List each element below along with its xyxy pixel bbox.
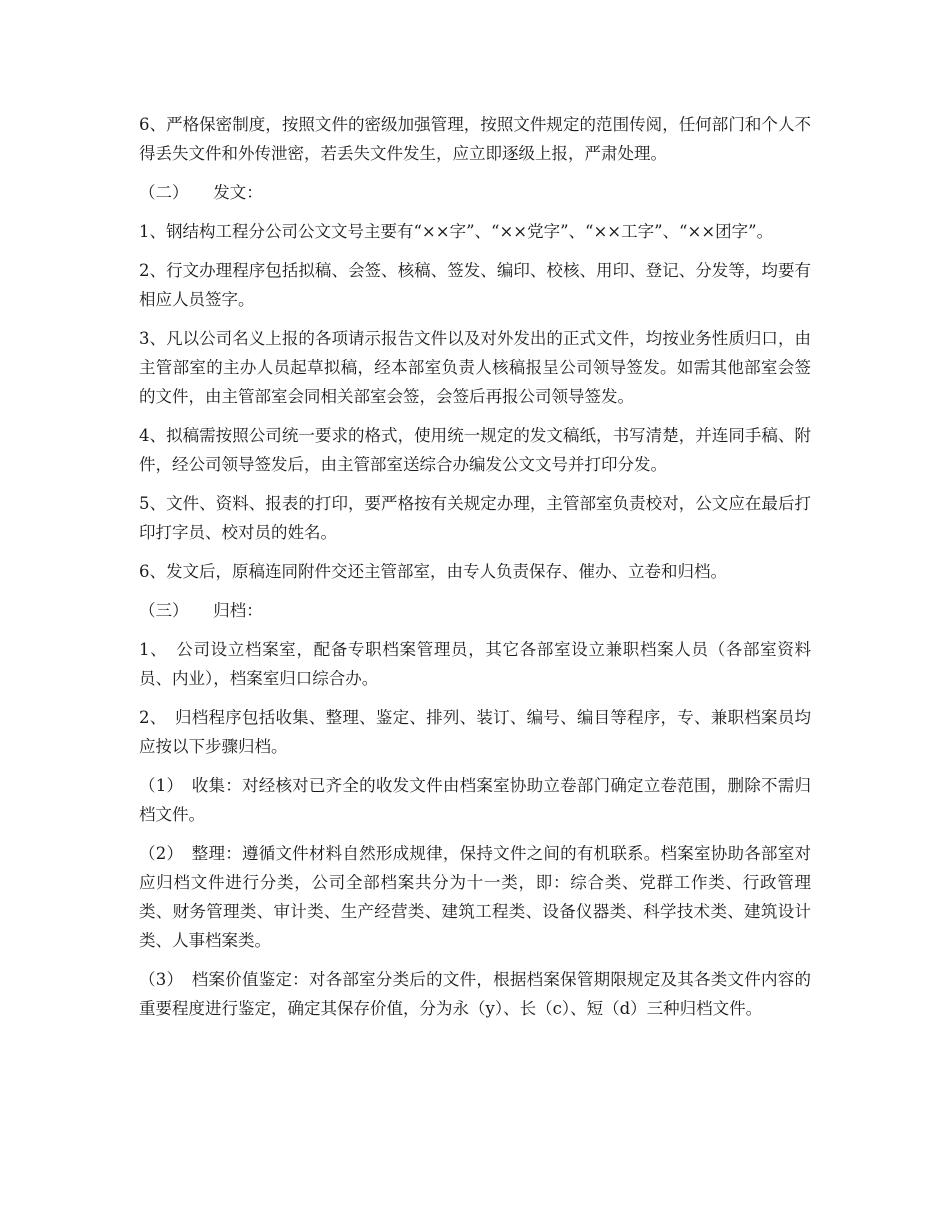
paragraph-after-dispatch: 6、发文后，原稿连同附件交还主管部室，由专人负责保存、催办、立卷和归档。 bbox=[139, 562, 727, 581]
section-heading-dispatch: （二） 发文： bbox=[139, 183, 263, 202]
paragraph-appraisal: （3） 档案价值鉴定：对各部室分类后的文件，根据档案保管期限规定及其各类文件内容的重要程度进行鉴定，确定其保存价值，分为永（y）、长（c）、短（d）三种归档文件。 bbox=[139, 970, 811, 1018]
paragraph-archive-procedure: 2、 归档程序包括收集、整理、鉴定、排列、装订、编号、编目等程序，专、兼职档案员均应按以下步骤归档。 bbox=[139, 708, 811, 756]
paragraph-archive-room: 1、 公司设立档案室，配备专职档案管理员，其它各部室设立兼职档案人员（各部室资料员、内业），档案室归口综合办。 bbox=[139, 640, 811, 688]
paragraph-format: 4、拟稿需按照公司统一要求的格式，使用统一规定的发文稿纸，书写清楚，并连同手稿、附件，经公司领导签发后，由主管部室送综合办编发公文文号并打印分发。 bbox=[139, 426, 811, 474]
paragraph-procedure: 2、行文办理程序包括拟稿、会签、核稿、签发、编印、校核、用印、登记、分发等，均要有相应人员签字。 bbox=[139, 261, 811, 309]
paragraph-document-numbers: 1、钢结构工程分公司公文文号主要有“××字”、“××党字”、“××工字”、“××团字”。 bbox=[139, 222, 774, 241]
paragraph-collection: （1） 收集：对经核对已齐全的收发文件由档案室协助立卷部门确定立卷范围，删除不需归档文件。 bbox=[139, 776, 811, 824]
section-heading-archiving: （三） 归档： bbox=[139, 601, 263, 620]
paragraph-printing: 5、文件、资料、报表的打印，要严格按有关规定办理，主管部室负责校对，公文应在最后打印打字员、校对员的姓名。 bbox=[139, 494, 811, 542]
paragraph-organization: （2） 整理：遵循文件材料自然形成规律，保持文件之间的有机联系。档案室协助各部室对应归档文件进行分类，公司全部档案共分为十一类，即：综合类、党群工作类、行政管理类、财务管理类、审计类、生产经营类、建筑工程类、设备仪器类、科学技术类、建筑设计类、人事档案类。 bbox=[139, 844, 811, 950]
document-page bbox=[139, 110, 811, 1033]
paragraph-confidentiality: 6、严格保密制度，按照文件的密级加强管理，按照文件规定的范围传阅，任何部门和个人不得丢失文件和外传泄密，若丢失文件发生，应立即逐级上报，严肃处理。 bbox=[139, 115, 811, 163]
paragraph-drafting-responsibility: 3、凡以公司名义上报的各项请示报告文件以及对外发出的正式文件，均按业务性质归口，由主管部室的主办人员起草拟稿，经本部室负责人核稿报呈公司领导签发。如需其他部室会签的文件，由主管部室会同相关部室会签，会签后再报公司领导签发。 bbox=[139, 329, 811, 406]
